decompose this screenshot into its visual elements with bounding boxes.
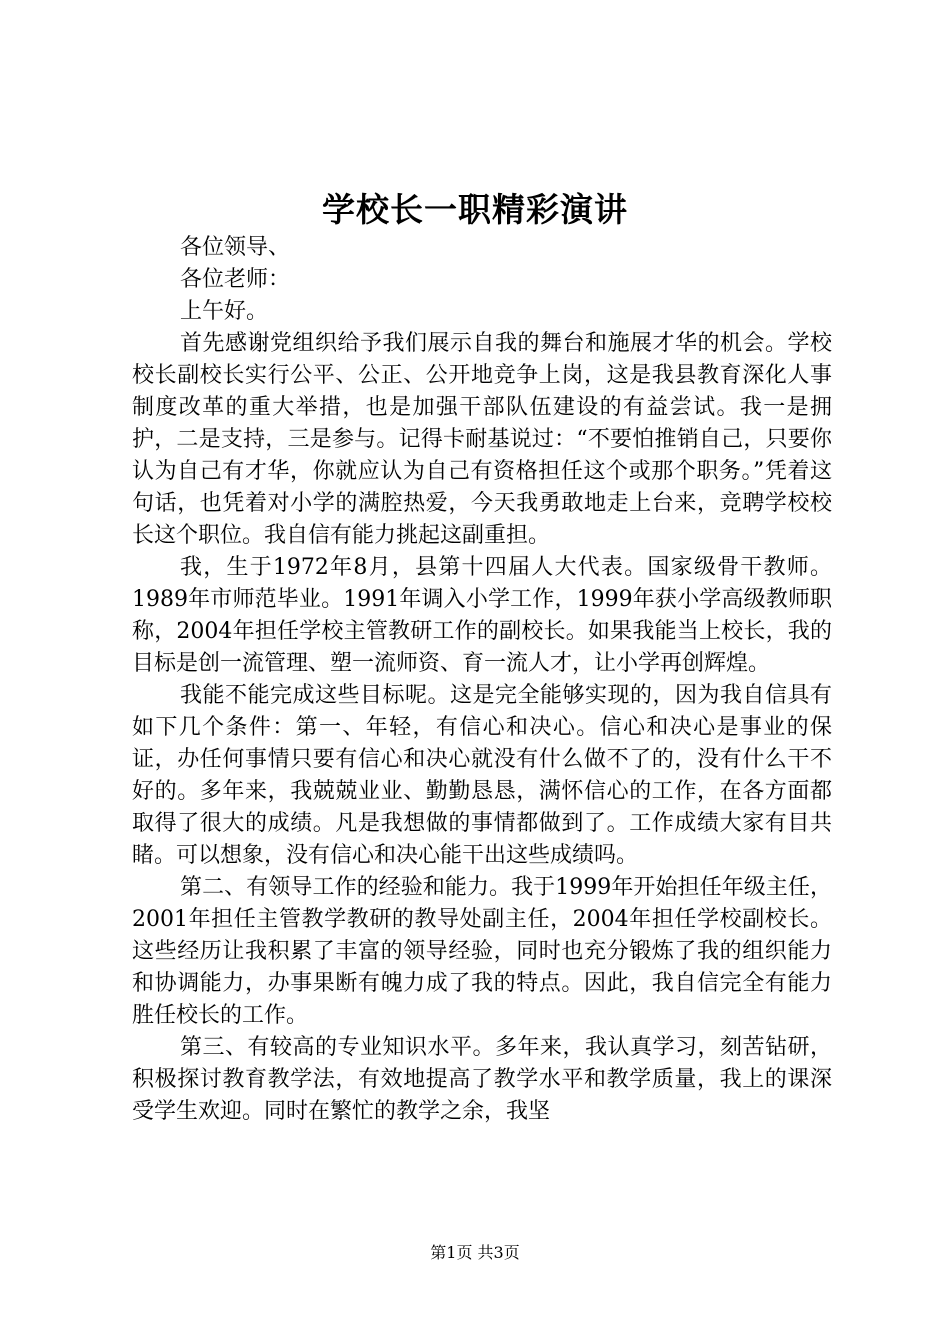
paragraph-background: 我，生于1972年8月，县第十四届人大代表。国家级骨干教师。1989年市师范毕业。1991年调入小学工作，1999年获小学高级教师职称，2004年担任学校主管教研工作的副校长。如果我能当上校长，我的目标是创一流管理、塑一流师资、育一流人才，让小学再创辉煌。: [132, 555, 832, 676]
salutation-leaders: 各位领导、: [180, 235, 291, 260]
document-title: 学校长一职精彩演讲: [322, 190, 628, 229]
paragraph-condition-three: 第三、有较高的专业知识水平。多年来，我认真学习，刻苦钻研，积极探讨教育教学法，有效地提高了教学水平和教学质量，我上的课深受学生欢迎。同时在繁忙的教学之余，我坚: [132, 1035, 832, 1124]
page-number-footer: 第1页 共3页: [430, 1243, 520, 1262]
paragraph-condition-one: 我能不能完成这些目标呢。这是完全能够实现的，因为我自信具有如下几个条件：第一、年轻，有信心和决心。信心和决心是事业的保证，办任何事情只要有信心和决心就没有什么做不了的，没有什么干不好的。多年来，我兢兢业业、勤勤恳恳，满怀信心的工作，在各方面都取得了很大的成绩。凡是我想做的事情都做到了。工作成绩大家有目共睹。可以想象，没有信心和决心能干出这些成绩吗。: [132, 683, 832, 868]
document-body: [132, 232, 832, 1128]
salutation-greeting: 上午好。: [180, 299, 269, 324]
paragraph-intro: 首先感谢党组织给予我们展示自我的舞台和施展才华的机会。学校校长副校长实行公平、公正、公开地竞争上岗，这是我县教育深化人事制度改革的重大举措，也是加强干部队伍建设的有益尝试。我一是拥护，二是支持，三是参与。记得卡耐基说过：“不要怕推销自己，只要你认为自己有才华，你就应认为自己有资格担任这个或那个职务。”凭着这句话，也凭着对小学的满腔热爱，今天我勇敢地走上台来，竞聘学校校长这个职位。我自信有能力挑起这副重担。: [132, 331, 832, 548]
paragraph-condition-two: 第二、有领导工作的经验和能力。我于1999年开始担任年级主任，2001年担任主管教学教研的教导处副主任，2004年担任学校副校长。这些经历让我积累了丰富的领导经验，同时也充分锻炼了我的组织能力和协调能力，办事果断有魄力成了我的特点。因此，我自信完全有能力胜任校长的工作。: [132, 875, 832, 1028]
salutation-teachers: 各位老师：: [180, 267, 291, 292]
